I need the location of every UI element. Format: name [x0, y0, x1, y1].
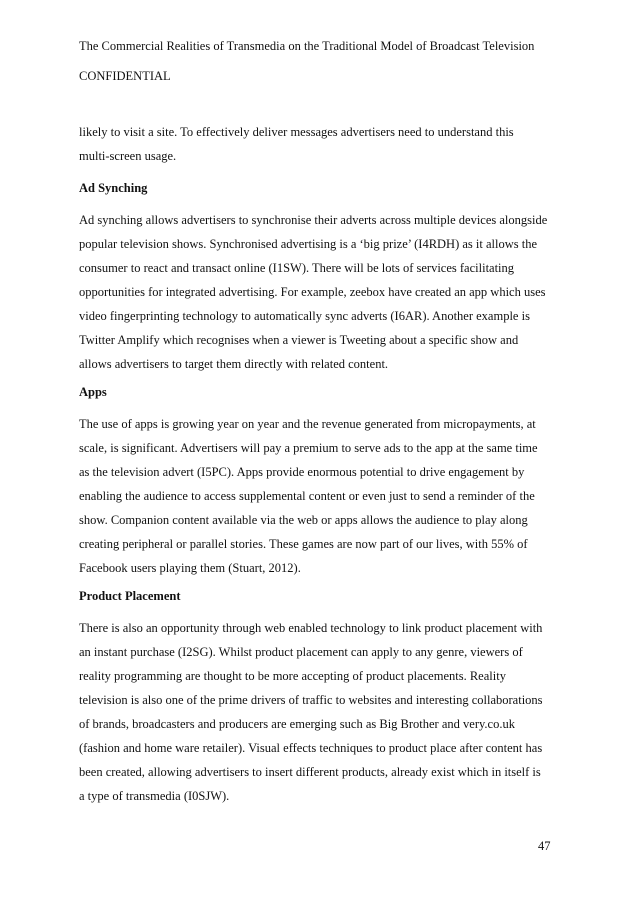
paragraph-line: consumer to react and transact online (I1SW). There will be lots of services facilitating — [79, 261, 515, 275]
paragraph-line: show. Companion content available via the web or apps allows the audience to play along — [79, 513, 528, 527]
paragraph-line: There is also an opportunity through web enabled technology to link product placement with — [79, 621, 543, 635]
paragraph-line: television is also one of the prime drivers of traffic to websites and interesting collaborations — [79, 693, 543, 707]
section-heading-product-placement: Product Placement — [79, 589, 181, 603]
paragraph-line: Ad synching allows advertisers to synchronise their adverts across multiple devices alongside — [79, 213, 548, 227]
section-heading-apps: Apps — [79, 385, 107, 399]
paragraph-line: multi-screen usage. — [79, 149, 177, 163]
page-number: 47 — [538, 839, 551, 853]
paragraph-line: creating peripheral or parallel stories. These games are now part of our lives, with 55% of — [79, 537, 528, 551]
paragraph-line: a type of transmedia (I0SJW). — [79, 789, 230, 803]
confidential-label: CONFIDENTIAL — [79, 69, 171, 83]
paragraph-line: The use of apps is growing year on year and the revenue generated from micropayments, at — [79, 417, 536, 431]
paragraph-line: enabling the audience to access supplemental content or even just to send a reminder of the — [79, 489, 535, 503]
paragraph-line: Facebook users playing them (Stuart, 2012). — [79, 561, 301, 575]
paragraph-line: of brands, broadcasters and producers are emerging such as Big Brother and very.co.uk — [79, 717, 515, 731]
section-heading-ad-synching: Ad Synching — [79, 181, 148, 195]
running-header-title: The Commercial Realities of Transmedia on the Traditional Model of Broadcast Television — [79, 39, 535, 53]
paragraph-line: an instant purchase (I2SG). Whilst product placement can apply to any genre, viewers of — [79, 645, 523, 659]
paragraph-line: likely to visit a site. To effectively deliver messages advertisers need to understand this — [79, 125, 514, 139]
paragraph-line: video fingerprinting technology to automatically sync adverts (I6AR). Another example is — [79, 309, 530, 323]
paragraph-line: been created, allowing advertisers to insert different products, already exist which in itself is — [79, 765, 541, 779]
paragraph-line: scale, is significant. Advertisers will pay a premium to serve ads to the app at the same time — [79, 441, 538, 455]
paragraph-line: opportunities for integrated advertising. For example, zeebox have created an app which uses — [79, 285, 546, 299]
paragraph-line: popular television shows. Synchronised advertising is a ‘big prize’ (I4RDH) as it allows the — [79, 237, 538, 251]
paragraph-line: Twitter Amplify which recognises when a viewer is Tweeting about a specific show and — [79, 333, 519, 347]
paragraph-line: allows advertisers to target them directly with related content. — [79, 357, 389, 371]
paragraph-line: (fashion and home ware retailer). Visual effects techniques to product place after content has — [79, 741, 543, 755]
paragraph-line: reality programming are thought to be more accepting of product placements. Reality — [79, 669, 506, 683]
paragraph-line: as the television advert (I5PC). Apps provide enormous potential to drive engagement by — [79, 465, 525, 479]
